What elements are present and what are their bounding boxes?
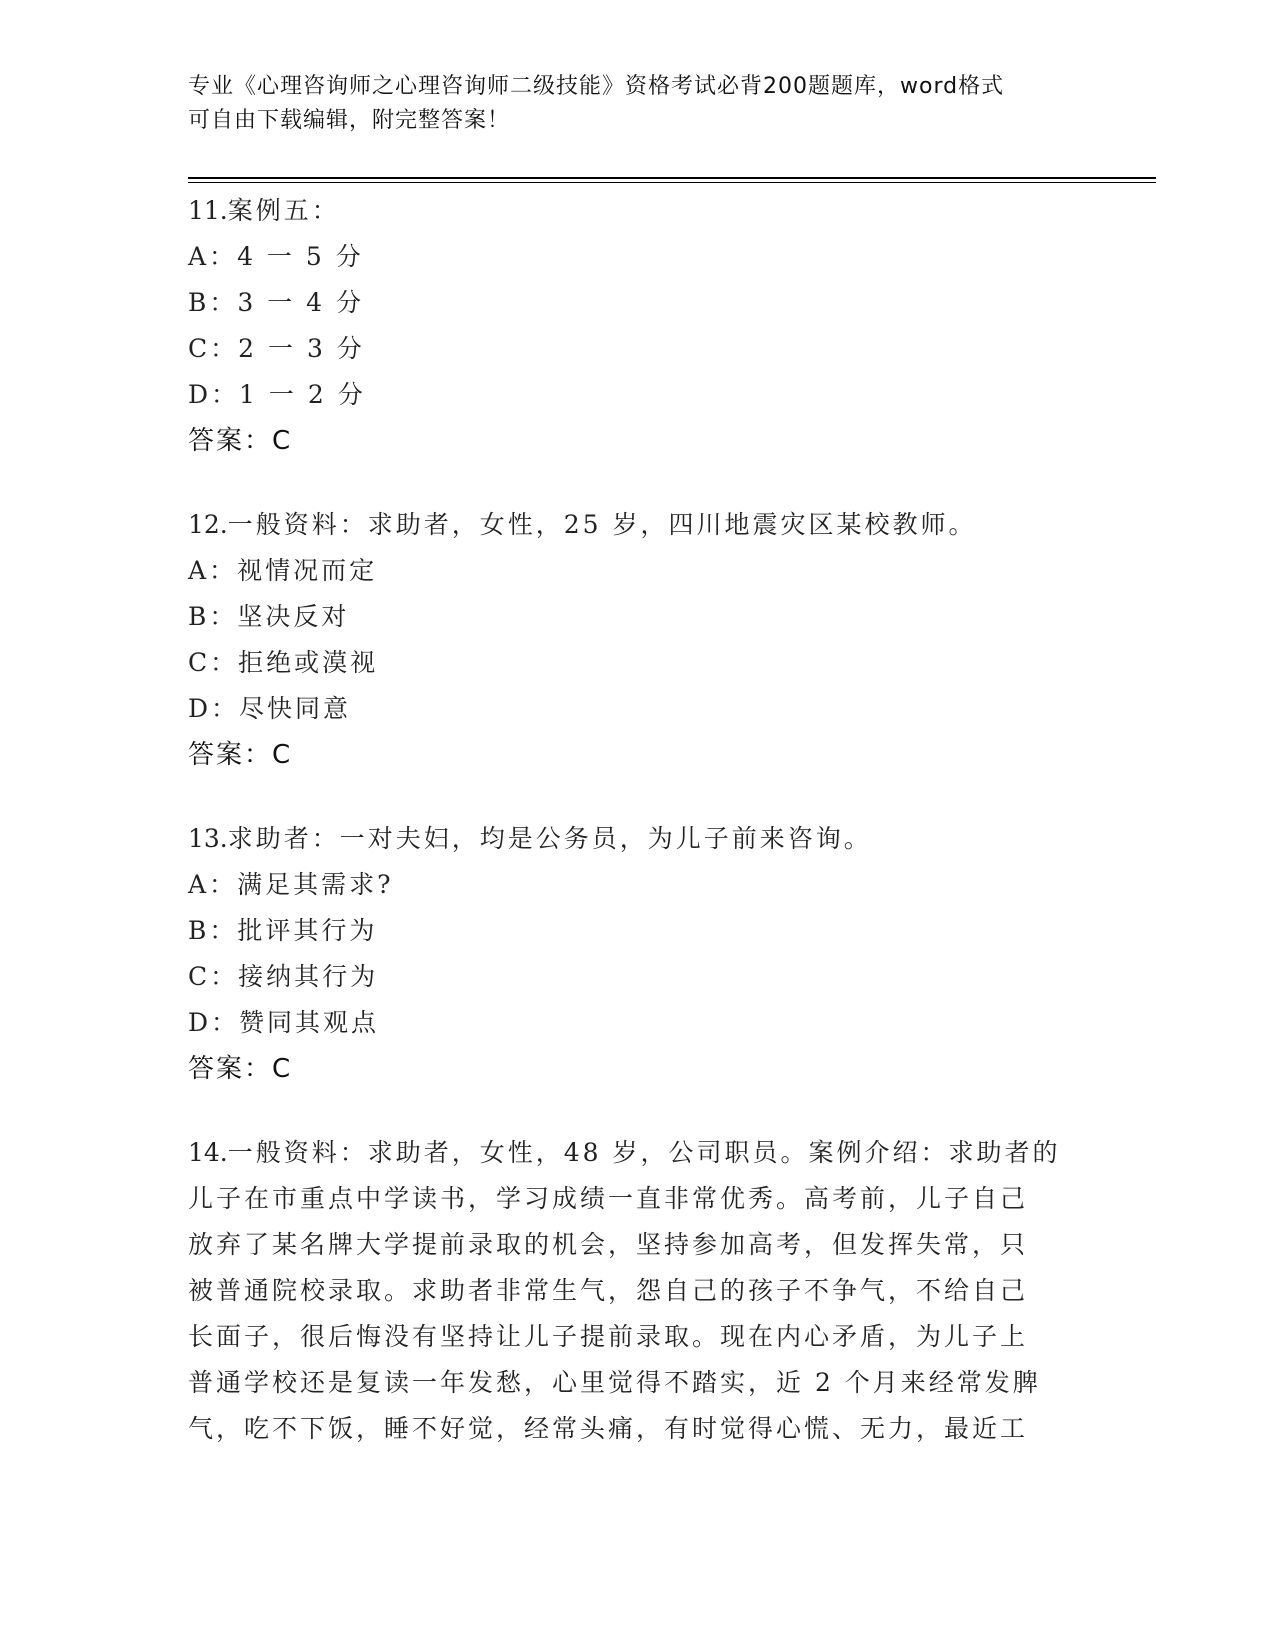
- answer-label: 答案：: [188, 1054, 273, 1084]
- paragraph-line: 被普通院校录取。求助者非常生气，怨自己的孩子不争气，不给自己: [188, 1276, 1029, 1305]
- answer-label: 答案：: [188, 426, 273, 456]
- option-key: D：: [188, 380, 240, 409]
- option-text: 视情况而定: [237, 556, 378, 585]
- option-text: 赞同其观点: [239, 1008, 380, 1037]
- header-title-line-1: 专业《心理咨询师之心理咨询师二级技能》资格考试必背200题题库，word格式: [188, 74, 1005, 99]
- question-number: 11.: [188, 196, 228, 225]
- paragraph-line: 一般资料：求助者，女性，48 岁，公司职员。案例介绍：求助者的: [227, 1138, 1061, 1167]
- option-text: 1 一 2 分: [239, 380, 366, 409]
- question-number: 13.: [188, 824, 228, 853]
- header-divider-thick: [188, 177, 1156, 179]
- header-divider-thin: [188, 182, 1156, 183]
- option-c: [188, 326, 1088, 372]
- option-text: 尽快同意: [239, 694, 352, 723]
- option-text: 批评其行为: [237, 916, 378, 945]
- option-text: 坚决反对: [237, 602, 350, 631]
- option-key: A：: [188, 870, 238, 899]
- question-stem: [188, 502, 1088, 548]
- question-stem: [188, 188, 1088, 234]
- option-d: [188, 686, 1088, 732]
- option-b: [188, 280, 1088, 326]
- option-text: 3 一 4 分: [237, 288, 365, 317]
- option-key: A：: [188, 242, 238, 271]
- option-key: D：: [188, 694, 240, 723]
- paragraph-line: 气，吃不下饭，睡不好觉，经常头痛，有时觉得心慌、无力，最近工: [188, 1414, 1029, 1443]
- document-header: [188, 70, 1068, 138]
- question-11: [188, 188, 1088, 464]
- option-c: [188, 640, 1088, 686]
- answer-value: C: [272, 1054, 293, 1084]
- answer-label: 答案：: [188, 740, 273, 770]
- paragraph-line: 儿子在市重点中学读书，学习成绩一直非常优秀。高考前，儿子自己: [188, 1184, 1029, 1213]
- option-a: [188, 548, 1088, 594]
- option-c: [188, 954, 1088, 1000]
- paragraph-line: 长面子，很后悔没有坚持让儿子提前录取。现在内心矛盾，为儿子上: [188, 1322, 1029, 1351]
- option-key: C：: [188, 962, 239, 991]
- question-text: 求助者：一对夫妇，均是公务员，为儿子前来咨询。: [227, 824, 872, 853]
- question-text: 案例五：: [227, 196, 340, 225]
- option-key: D：: [188, 1008, 240, 1037]
- question-stem: [188, 1130, 1088, 1176]
- option-key: B：: [188, 288, 238, 317]
- question-number: 12.: [188, 510, 228, 539]
- question-number: 14.: [188, 1138, 228, 1167]
- answer-line: [188, 732, 1088, 778]
- question-14: [188, 1130, 1088, 1452]
- option-text: 拒绝或漠视: [238, 648, 379, 677]
- paragraph-line: 放弃了某名牌大学提前录取的机会，坚持参加高考，但发挥失常，只: [188, 1230, 1029, 1259]
- option-text: 2 一 3 分: [238, 334, 365, 363]
- question-12: [188, 502, 1088, 778]
- answer-line: [188, 418, 1088, 464]
- question-stem: [188, 816, 1088, 862]
- question-list: [188, 188, 1088, 1490]
- answer-line: [188, 1046, 1088, 1092]
- option-text: 接纳其行为: [238, 962, 379, 991]
- answer-value: C: [272, 740, 293, 770]
- option-key: B：: [188, 602, 238, 631]
- paragraph-line: 普通学校还是复读一年发愁，心里觉得不踏实，近 2 个月来经常发脾: [188, 1368, 1041, 1397]
- option-a: [188, 862, 1088, 908]
- option-key: C：: [188, 648, 239, 677]
- question-text: 一般资料：求助者，女性，25 岁，四川地震灾区某校教师。: [227, 510, 977, 539]
- option-text: 满足其需求?: [237, 870, 394, 899]
- header-title-line-2: 可自由下载编辑，附完整答案！: [188, 108, 511, 133]
- option-d: [188, 1000, 1088, 1046]
- option-key: B：: [188, 916, 238, 945]
- option-key: C：: [188, 334, 239, 363]
- option-b: [188, 594, 1088, 640]
- option-text: 4 一 5 分: [237, 242, 364, 271]
- option-a: [188, 234, 1088, 280]
- question-13: [188, 816, 1088, 1092]
- answer-value: C: [272, 426, 293, 456]
- option-key: A：: [188, 556, 238, 585]
- option-d: [188, 372, 1088, 418]
- option-b: [188, 908, 1088, 954]
